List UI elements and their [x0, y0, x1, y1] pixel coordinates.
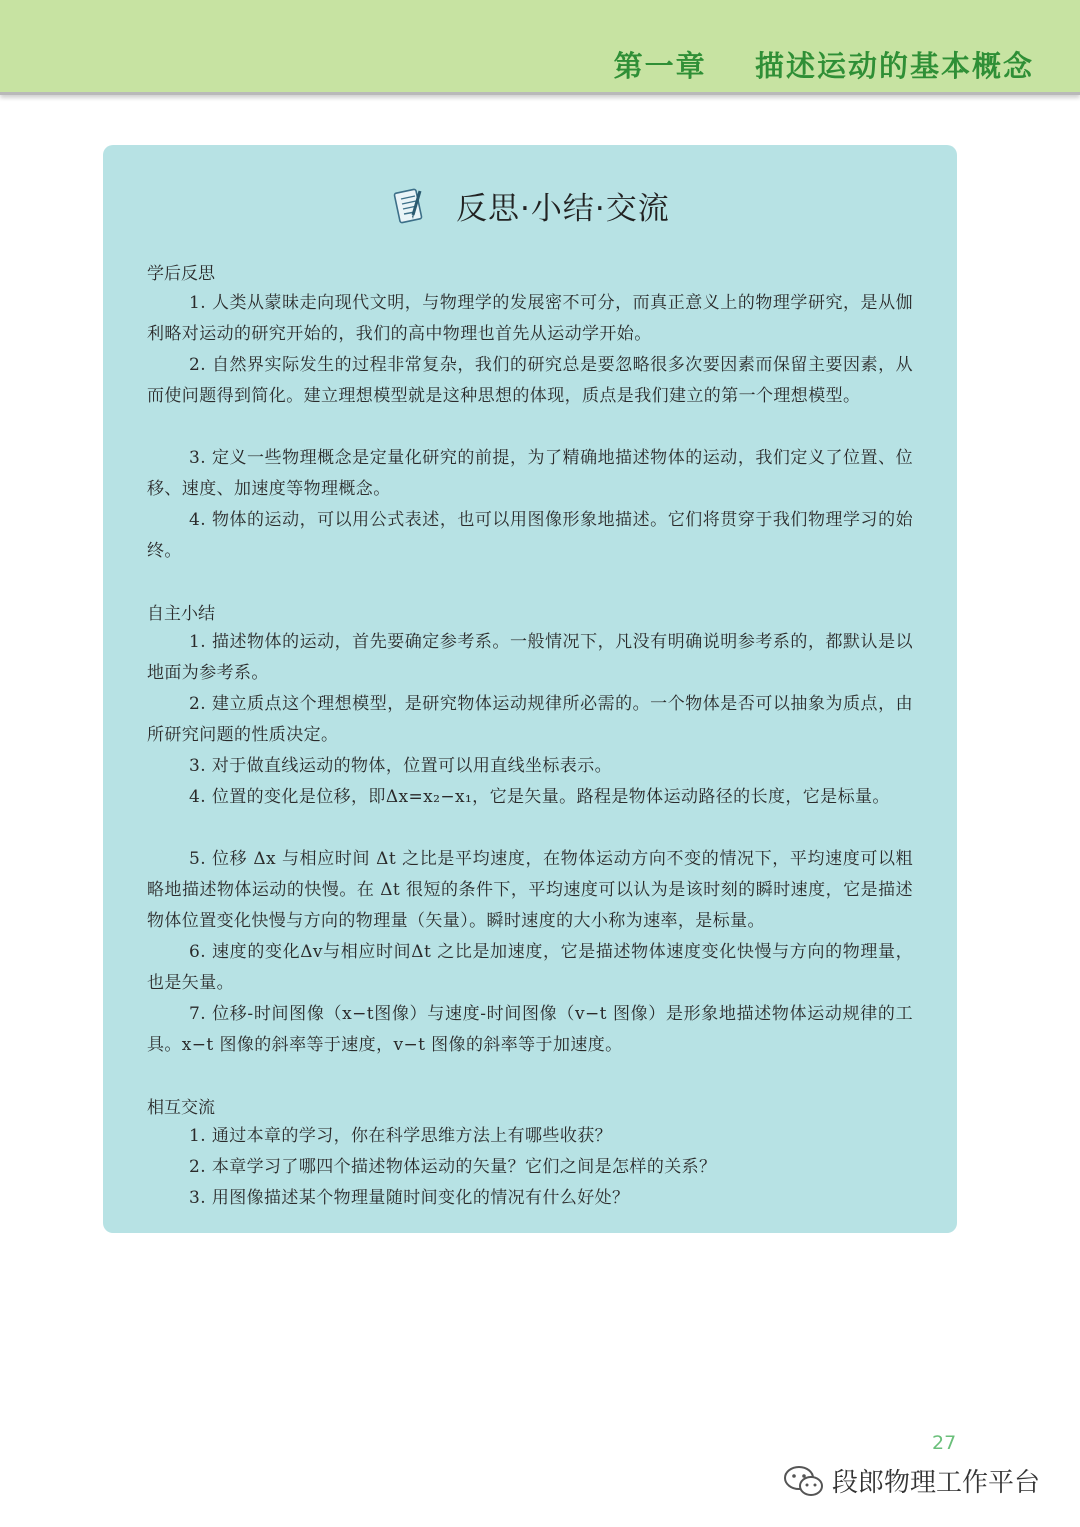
section-heading-summary: 自主小结: [147, 604, 215, 624]
panel-title: [103, 183, 957, 228]
summary-item: 2. 建立质点这个理想模型，是研究物体运动规律所必需的。一个物体是否可以抽象为质点，由所研究问题的性质决定。: [147, 694, 913, 745]
notebook-pencil-icon: [390, 185, 432, 227]
summary-item: 7. 位移-时间图像（x−t图像）与速度-时间图像（v−t 图像）是形象地描述物体运动规律的工具。x−t 图像的斜率等于速度，v−t 图像的斜率等于加速度。: [147, 1004, 913, 1055]
page-number: 27: [932, 1432, 957, 1454]
exchange-item: 3. 用图像描述某个物理量随时间变化的情况有什么好处？: [189, 1188, 630, 1208]
reflection-item: 2. 自然界实际发生的过程非常复杂，我们的研究总是要忽略很多次要因素而保留主要因素，从而使问题得到简化。建立理想模型就是这种思想的体现，质点是我们建立的第一个理想模型。: [147, 355, 913, 406]
section-heading-reflection: 学后反思: [147, 264, 215, 284]
summary-item: 6. 速度的变化Δv与相应时间Δt 之比是加速度，它是描述物体速度变化快慢与方向的物理量，也是矢量。: [147, 942, 913, 993]
summary-item: 1. 描述物体的运动，首先要确定参考系。一般情况下，凡没有明确说明参考系的，都默认是以地面为参考系。: [147, 632, 913, 683]
wechat-icon: [782, 1464, 826, 1498]
reflection-item: 4. 物体的运动，可以用公式表述，也可以用图像形象地描述。它们将贯穿于我们物理学习的始终。: [147, 510, 913, 561]
exchange-item: 1. 通过本章的学习，你在科学思维方法上有哪些收获？: [189, 1126, 613, 1146]
watermark: [782, 1462, 1040, 1499]
summary-item: 3. 对于做直线运动的物体，位置可以用直线坐标表示。: [189, 756, 613, 776]
panel-title-text: 反思·小结·交流: [456, 191, 670, 227]
chapter-title: 第一章 描述运动的基本概念: [613, 49, 1034, 83]
summary-item: 4. 位置的变化是位移，即Δx=x₂−x₁，它是矢量。路程是物体运动路径的长度，它是标量。: [189, 787, 890, 807]
section-heading-exchange: 相互交流: [147, 1098, 215, 1118]
reflection-item: 1. 人类从蒙昧走向现代文明，与物理学的发展密不可分，而真正意义上的物理学研究，是从伽利略对运动的研究开始的，我们的高中物理也首先从运动学开始。: [147, 293, 913, 344]
exchange-item: 2. 本章学习了哪四个描述物体运动的矢量？它们之间是怎样的关系？: [189, 1157, 717, 1177]
watermark-text: 段郎物理工作平台: [832, 1468, 1041, 1498]
summary-item: 5. 位移 Δx 与相应时间 Δt 之比是平均速度，在物体运动方向不变的情况下，平均速度可以粗略地描述物体运动的快慢。在 Δt 很短的条件下，平均速度可以认为是该时刻的瞬时速度，它是描述物体位置变化快慢与方向的物理量（矢量）。瞬时速度的大小称为速率，是标量。: [147, 849, 913, 931]
reflection-item: 3. 定义一些物理概念是定量化研究的前提，为了精确地描述物体的运动，我们定义了位置、位移、速度、加速度等物理概念。: [147, 448, 913, 499]
summary-panel: [103, 145, 957, 1233]
chapter-header: [0, 0, 1080, 95]
